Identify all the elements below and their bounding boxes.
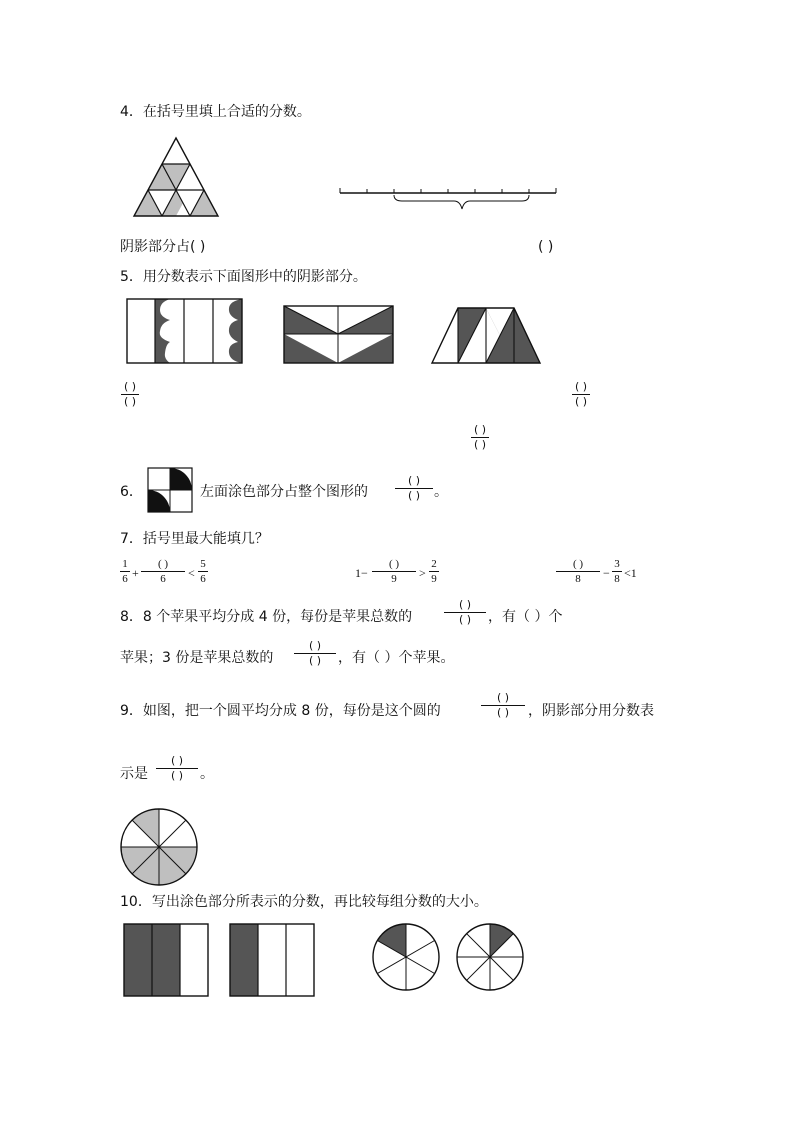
q5-answer-fraction-2[interactable]: ( ) ( ) — [471, 424, 489, 451]
q8-line1-a: 8．8 个苹果平均分成 4 份，每份是苹果总数的 — [120, 609, 413, 625]
q5-title: 5．用分数表示下面图形中的阴影部分。 — [120, 269, 367, 285]
triangle-grid-figure — [128, 136, 228, 220]
q6-end: 。 — [434, 484, 448, 500]
q9-line1-b: ，阴影部分用分数表 — [528, 703, 654, 719]
number-line-figure — [338, 185, 560, 215]
quarter-circle-square — [147, 467, 193, 513]
q7-e1-plus: + — [132, 566, 139, 580]
q8-answer-fraction-1[interactable]: ( ) ( ) — [444, 599, 486, 626]
q7-e3-frac-b: 3 8 — [612, 558, 622, 585]
q10-title: 10．写出涂色部分所表示的分数，再比较每组分数的大小。 — [120, 894, 488, 910]
q6-text: 左面涂色部分占整个图形的 — [200, 484, 368, 500]
q7-e2-frac-blank[interactable]: ( ) 9 — [372, 558, 416, 585]
q5-answer-fraction-1[interactable]: ( ) ( ) — [121, 381, 139, 408]
q7-e3-tail: <1 — [624, 566, 637, 580]
q4-right-label: ( ) — [538, 239, 554, 255]
q6-number: 6． — [120, 484, 143, 500]
q7-e3-frac-blank[interactable]: ( ) 8 — [556, 558, 600, 585]
q7-e2-frac-c: 2 9 — [429, 558, 439, 585]
sixths-circle-figure — [371, 922, 441, 992]
quarters-rectangle-figure — [229, 923, 315, 997]
q7-e3-minus: − — [603, 566, 610, 580]
q9-answer-fraction-2[interactable]: ( ) ( ) — [156, 755, 198, 782]
trapezoid-figure — [430, 306, 542, 364]
q7-e2-lead: 1− — [355, 566, 368, 580]
q9-line2-b: 。 — [200, 766, 214, 782]
q7-e2-gt: > — [419, 566, 426, 580]
q8-line1-b: ，有（ ）个 — [488, 609, 563, 625]
q9-line2-a: 示是 — [120, 766, 148, 782]
wavy-strip-rectangle — [126, 298, 244, 364]
q4-title: 4．在括号里填上合适的分数。 — [120, 104, 311, 120]
q8-answer-fraction-2[interactable]: ( ) ( ) — [294, 640, 336, 667]
q6-answer-fraction[interactable]: ( ) ( ) — [395, 475, 433, 502]
triangles-rectangle — [283, 305, 395, 365]
eighths-circle-figure — [119, 807, 199, 887]
q7-title: 7．括号里最大能填几？ — [120, 531, 269, 547]
q7-e1-frac-blank[interactable]: ( ) 6 — [141, 558, 185, 585]
q9-line1-a: 9．如图，把一个圆平均分成 8 份，每份是这个圆的 — [120, 703, 441, 719]
thirds-rectangle-figure — [123, 923, 209, 997]
q4-left-label: 阴影部分占( ) — [120, 239, 206, 255]
q9-answer-fraction-1[interactable]: ( ) ( ) — [481, 692, 525, 719]
eighths-circle-figure-2 — [455, 922, 525, 992]
q8-line2-a: 苹果；3 份是苹果总数的 — [120, 650, 274, 666]
q7-e1-lt: < — [188, 566, 195, 580]
q5-answer-fraction-3[interactable]: ( ) ( ) — [572, 381, 590, 408]
q7-e1-frac-c: 5 6 — [198, 558, 208, 585]
q7-e1-frac-a: 1 6 — [120, 558, 130, 585]
q8-line2-b: ，有（ ）个苹果。 — [338, 650, 455, 666]
